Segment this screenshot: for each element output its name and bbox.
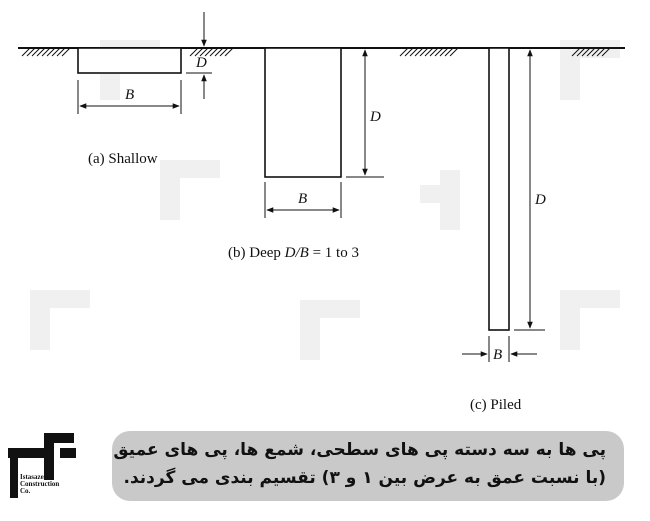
- persian-note-line-2: (با نسبت عمق به عرض بین ۱ و ۳) تقسیم بندی می گردند.: [123, 468, 606, 488]
- pile: [489, 48, 509, 330]
- persian-note-box: [112, 431, 624, 501]
- deep-foundation: [265, 48, 341, 177]
- shallow-depth-label: D: [196, 55, 207, 71]
- deep-caption: (b) Deep D/B = 1 to 3: [228, 245, 359, 261]
- logo-line-3: Co.: [20, 487, 31, 495]
- deep-depth-label: D: [370, 109, 381, 125]
- logo-line-1: Istasazeh: [20, 473, 48, 481]
- shallow-footing: [78, 48, 181, 73]
- pile-width-label: B: [493, 347, 503, 363]
- shallow-caption: (a) Shallow: [88, 151, 158, 167]
- shallow-width-label: B: [125, 87, 135, 103]
- deep-width-label: B: [298, 191, 308, 207]
- company-logo-text: [20, 474, 80, 495]
- pile-depth-label: D: [535, 192, 546, 208]
- piled-caption: (c) Piled: [470, 397, 522, 413]
- logo-line-2: Construction: [20, 480, 60, 488]
- persian-note-line-1: پی ها به سه دسته پی های سطحی، شمع ها، پی های عمیق: [113, 440, 606, 460]
